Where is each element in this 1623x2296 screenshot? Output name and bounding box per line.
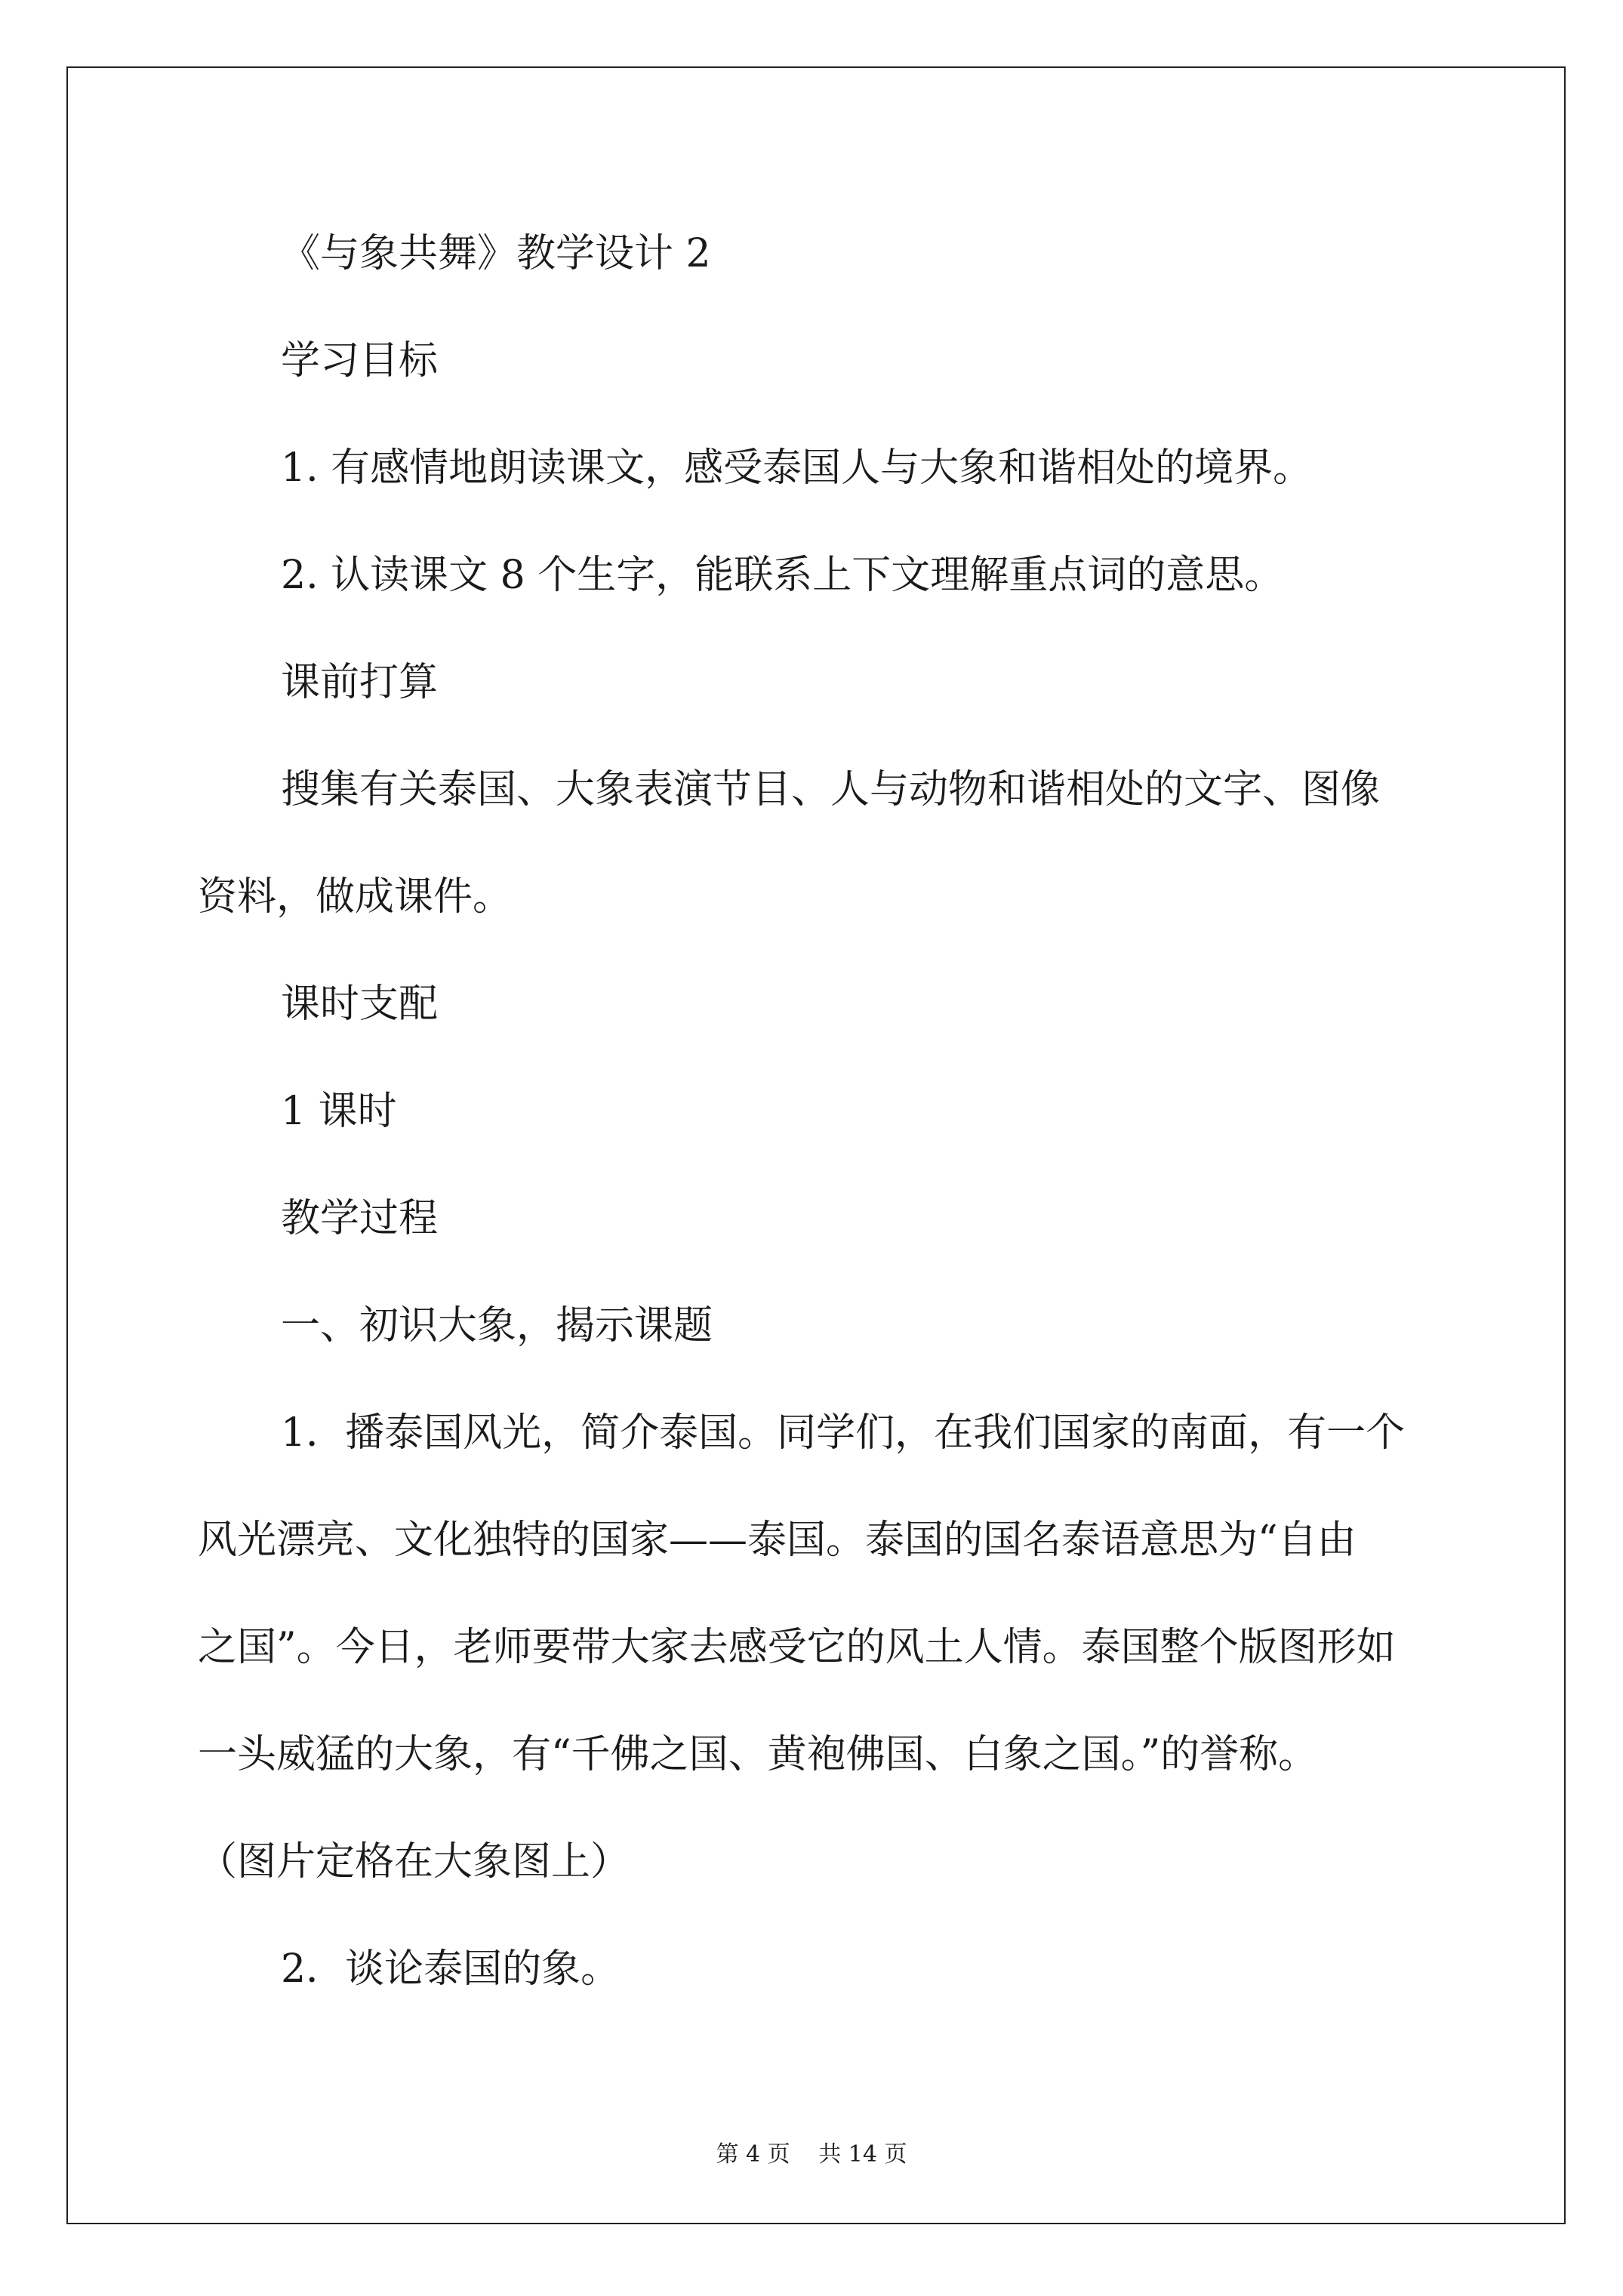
paragraph-line: 1. 有感情地朗读课文，感受泰国人与大象和谐相处的境界。 (281, 445, 1313, 491)
page-total: 共 14 页 (818, 2141, 907, 2168)
section-heading: 课前打算 (281, 660, 439, 705)
paragraph-line: 2．谈论泰国的象。 (281, 1946, 621, 1992)
section-heading: 教学过程 (281, 1196, 439, 1241)
paragraph-line: 1 课时 (281, 1089, 397, 1134)
paragraph-line: 搜集有关泰国、大象表演节目、人与动物和谐相处的文字、图像 (281, 767, 1381, 812)
paragraph-line: 2. 认读课文 8 个生字，能联系上下文理解重点词的意思。 (281, 553, 1284, 598)
document-title: 《与象共舞》教学设计 2 (281, 231, 711, 276)
paragraph-line: 资料，做成课件。 (198, 874, 513, 920)
page-number: 第 4 页 (716, 2141, 790, 2168)
page-border (66, 66, 1566, 2224)
section-heading: 课时支配 (281, 982, 439, 1027)
section-heading: 学习目标 (281, 338, 439, 384)
paragraph-line: 一头威猛的大象，有“千佛之国、黄袍佛国、白象之国。”的誉称。 (198, 1732, 1318, 1777)
paragraph-line: 之国”。今日，老师要带大家去感受它的风土人情。泰国整个版图形如 (198, 1625, 1396, 1670)
page-footer (0, 2141, 1623, 2168)
paragraph-line: 1．播泰国风光，简介泰国。同学们，在我们国家的南面，有一个 (281, 1410, 1406, 1456)
paragraph-line: 风光漂亮、文化独特的国家——泰国。泰国的国名泰语意思为“自由 (198, 1518, 1357, 1563)
subsection-heading: 一、初识大象，揭示课题 (281, 1303, 713, 1348)
paragraph-line: （图片定格在大象图上） (198, 1839, 630, 1885)
